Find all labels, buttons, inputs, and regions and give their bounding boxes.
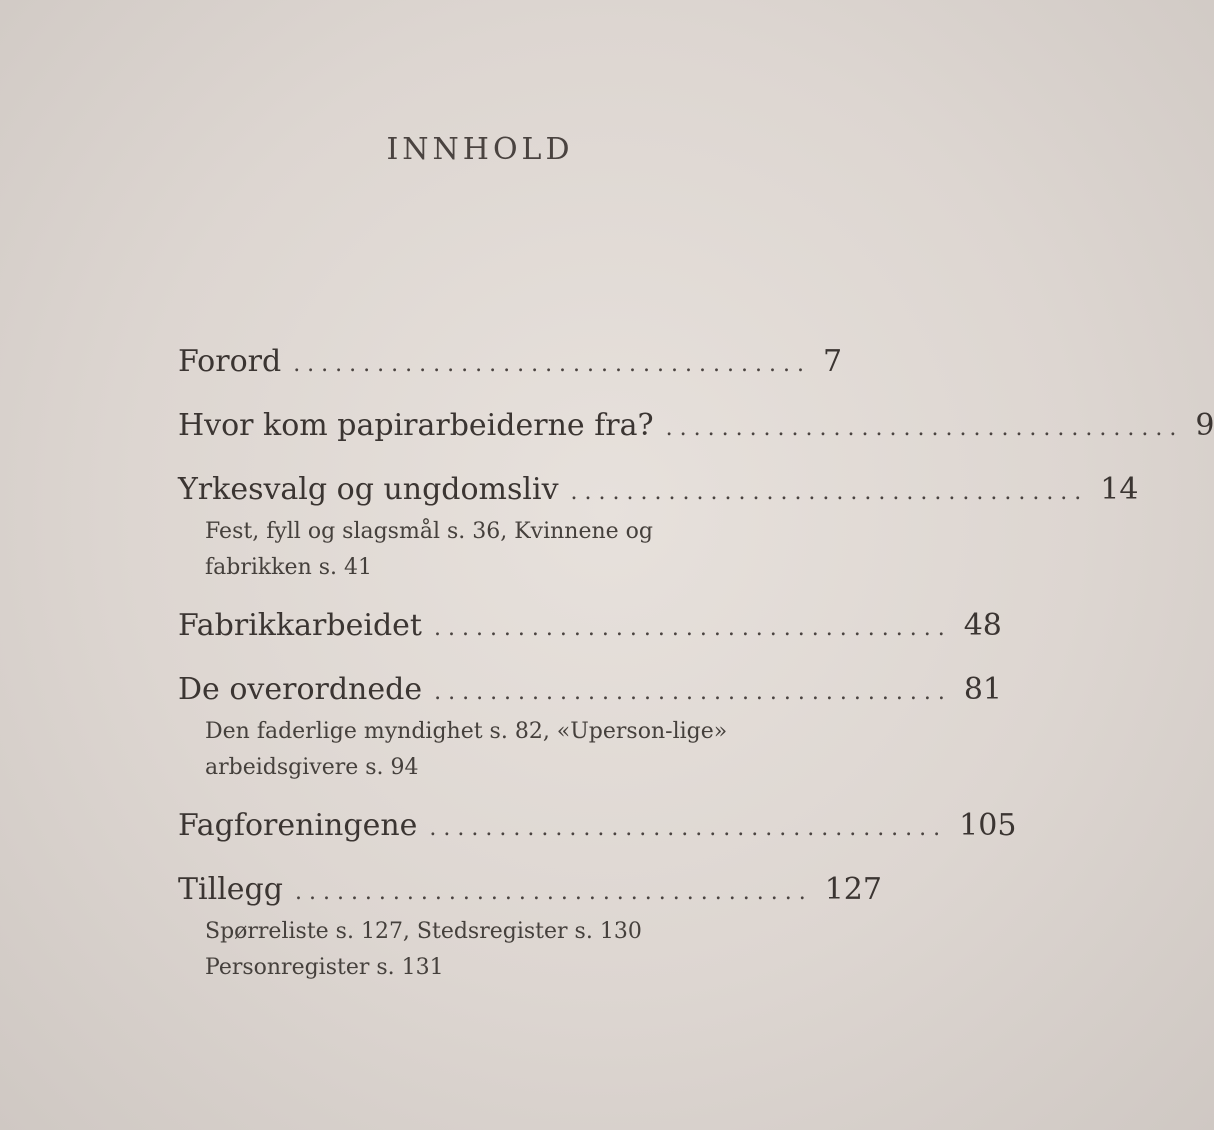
toc-entry-title: Hvor kom papirarbeiderne fra? [178,408,654,443]
toc-entry-de-overordnede [178,658,1003,786]
toc-page-number: 9 [1195,408,1214,443]
toc-page-number: 81 [963,672,1003,707]
dot-leader: ..................................... [570,480,1089,505]
toc-subentries: Fest, fyll og slagsmål s. 36, Kvinnene og fabrikken s. 41 [205,519,654,580]
dot-leader: ..................................... [294,880,813,905]
dot-leader: ..................................... [293,352,811,377]
dot-leader: ..................................... [434,680,952,705]
table-of-contents [178,330,1214,994]
toc-entry-yrkesvalg [178,458,1139,586]
page-title: INNHOLD [386,132,574,167]
toc-page-number: 48 [963,608,1002,643]
toc-entry-fabrikkarbeidet [178,594,1002,658]
dot-leader: ..................................... [433,616,952,641]
toc-entry-title: Fabrikkarbeidet [178,608,422,643]
toc-page-number: 14 [1100,472,1139,507]
toc-entry-hvor-kom [178,394,1214,458]
toc-entry-tillegg [178,858,882,986]
toc-subentries: Den faderlige myndighet s. 82, «Uperson-lige» arbeidsgivere s. 94 [205,719,728,780]
toc-entry-title: Forord [178,344,282,379]
dot-leader: ..................................... [665,416,1184,441]
toc-entry-title: Tillegg [178,872,283,907]
dot-leader: ..................................... [429,816,948,841]
toc-entry-fagforeningene [178,794,1017,858]
toc-subentries: Spørreliste s. 127, Stedsregister s. 130 Personregister s. 131 [205,919,642,980]
toc-entry-forord [178,330,843,394]
toc-page-number: 105 [959,808,1017,843]
toc-entry-title: Yrkesvalg og ungdomsliv [178,472,559,507]
toc-page-number: 7 [822,344,843,379]
toc-page-number: 127 [824,872,882,907]
toc-entry-title: Fagforeningene [178,808,418,843]
toc-entry-title: De overordnede [178,672,423,707]
